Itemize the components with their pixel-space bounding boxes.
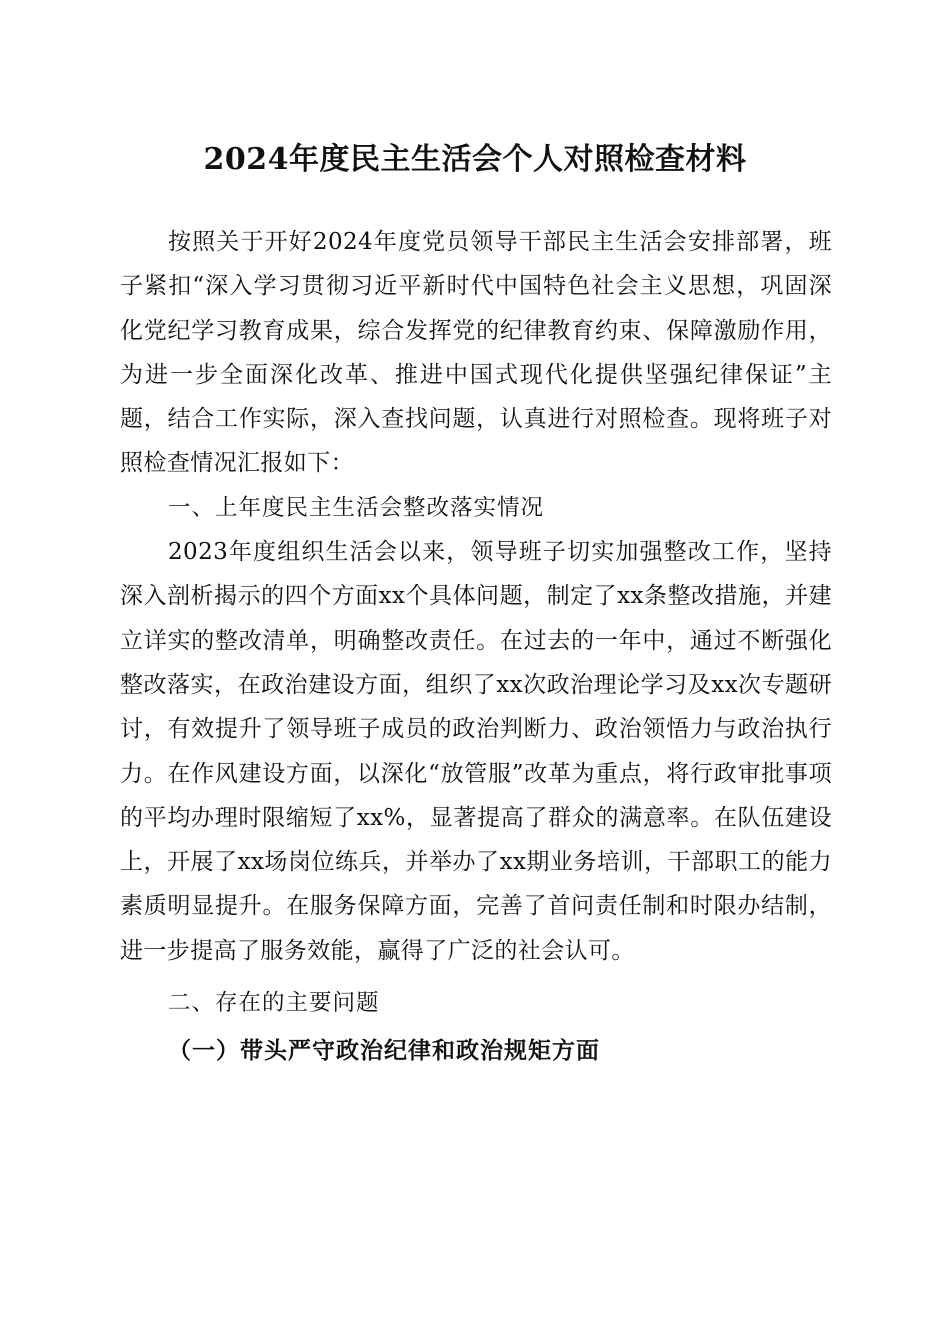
intro-paragraph: 按照关于开好2024年度党员领导干部民主生活会安排部署，班子紧扣“深入学习贯彻习近平新时代中国特色社会主义思想，巩固深化党纪学习教育成果，综合发挥党的纪律教育约束、保障激励作用，为进一步全面深化改革、推进中国式现代化提供坚强纪律保证”主题，结合工作实际，深入查找问题，认真进行对照检查。现将班子对照检查情况汇报如下： xyxy=(120,229,832,477)
section-1-heading: 一、上年度民主生活会整改落实情况 xyxy=(168,494,545,521)
section-1-paragraph: 2023年度组织生活会以来，领导班子切实加强整改工作，坚持深入剖析揭示的四个方面xx个具体问题，制定了xx条整改措施，并建立详实的整改清单，明确整改责任。在过去的一年中，通过不断强化整改落实，在政治建设方面，组织了xx次政治理论学习及xx次专题研讨，有效提升了领导班子成员的政治判断力、政治领悟力与政治执行力。在作风建设方面，以深化“放管服”改革为重点，将行政审批事项的平均办理时限缩短了xx%，显著提高了群众的满意率。在队伍建设上，开展了xx场岗位练兵，并举办了xx期业务培训，干部职工的能力素质明显提升。在服务保障方面，完善了首问责任制和时限办结制，进一步提高了服务效能，赢得了广泛的社会认可。 xyxy=(120,539,832,964)
section-2-heading: 二、存在的主要问题 xyxy=(168,990,380,1017)
document-title: 2024年度民主生活会个人对照检查材料 xyxy=(203,142,747,177)
document-body xyxy=(120,220,832,1074)
section-2-subheading-1: （一）带头严守政治纪律和政治规矩方面 xyxy=(168,1037,600,1065)
